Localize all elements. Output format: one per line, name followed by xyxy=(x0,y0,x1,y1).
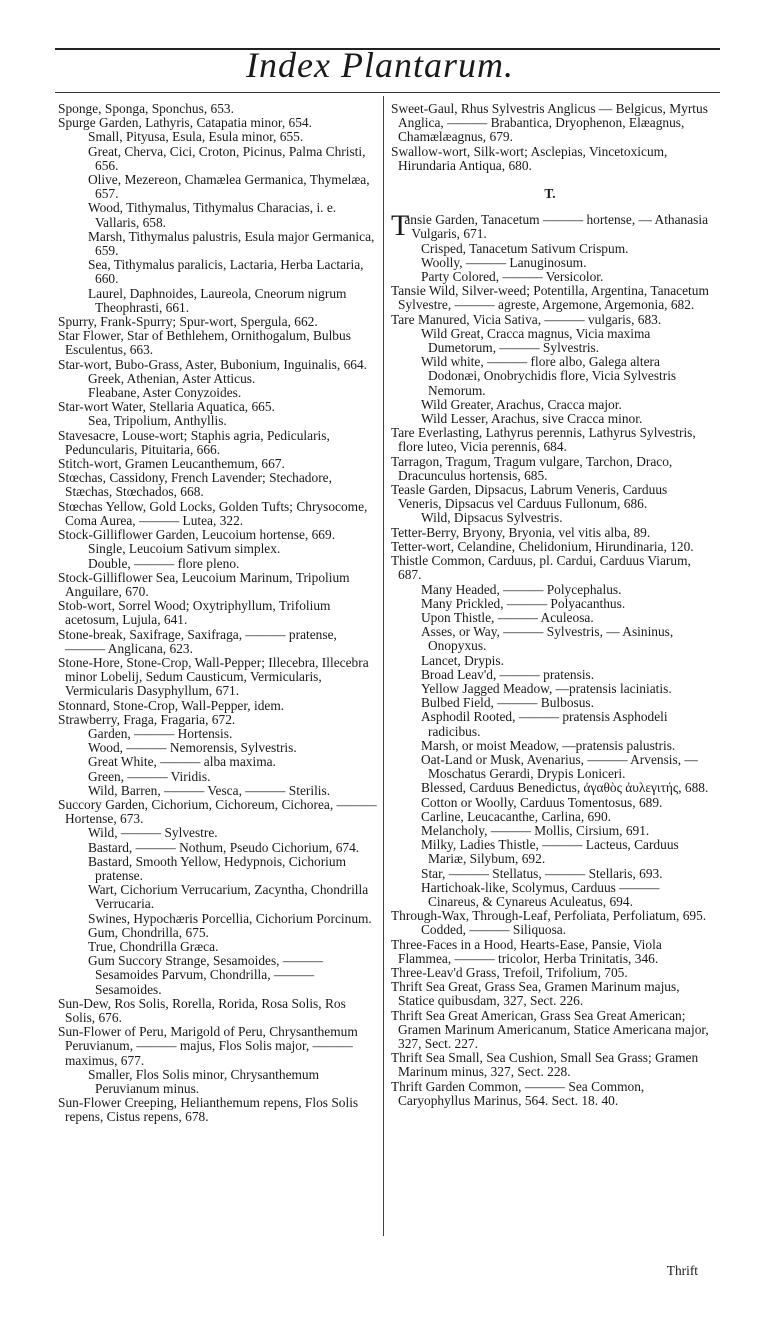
index-subentry: Smaller, Flos Solis minor, Chrysanthemum Peruvianum minus. xyxy=(88,1066,320,1097)
index-entry: Through-Wax, Through-Leaf, Perfoliata, Perfoliatum, 695. xyxy=(391,908,707,924)
index-entry: Tansie Garden, Tanacetum ——— hortense, — Athanasia Vulgaris, 671. xyxy=(391,209,709,243)
index-subentry: Wart, Cichorium Verrucarium, Zacyntha, Chondrilla Verrucaria. xyxy=(88,882,369,912)
index-subentry: Olive, Mezereon, Chamælea Germanica, Thymelæa, 657. xyxy=(88,172,370,202)
index-entry: Tarragon, Tragum, Tragum vulgare, Tarchon, Draco, Dracunculus hortensis, 685. xyxy=(391,453,673,483)
index-subentry: Marsh, Tithymalus palustris, Esula major Germanica, 659. xyxy=(88,228,375,259)
index-subentry: Small, Pityusa, Esula, Esula minor, 655. xyxy=(88,129,304,145)
index-entry: Thrift Garden Common, ——— Sea Common, Caryophyllus Marinus, 564. Sect. 18. 40. xyxy=(391,1078,645,1108)
index-entry: Teasle Garden, Dipsacus, Labrum Veneris, Carduus Veneris, Dipsacus vel Carduus Fullonum, 686. xyxy=(391,482,668,512)
index-subentry: Marsh, or moist Meadow, —pratensis palustris. xyxy=(421,737,676,753)
index-entry: Tetter-wort, Celandine, Chelidonium, Hirundinaria, 120. xyxy=(391,538,694,554)
index-subentry: Green, ——— Viridis. xyxy=(88,768,211,784)
title-rule xyxy=(55,92,720,93)
index-subentry: Blessed, Carduus Benedictus, ἀγαθὸς ἀυλεγιτής, 688. xyxy=(421,780,709,796)
index-subentry: Asphodil Rooted, ——— pratensis Asphodeli radicibus. xyxy=(421,709,668,739)
index-entry: Thrift Sea Great American, Grass Sea Great American; Gramen Marinum Americanum, Statice Americana major, 327, Sect. 227. xyxy=(391,1007,709,1051)
index-subentry: Milky, Ladies Thistle, ——— Lacteus, Carduus Mariæ, Silybum, 692. xyxy=(421,837,679,867)
index-entry: Thistle Common, Carduus, pl. Cardui, Carduus Viarum, 687. xyxy=(391,553,691,583)
index-subentry: Melancholy, ——— Mollis, Cirsium, 691. xyxy=(421,822,650,838)
index-subentry: Single, Leucoium Sativum simplex. xyxy=(88,541,281,557)
index-subentry: Wild, Dipsacus Sylvestris. xyxy=(421,510,563,526)
index-subentry: Woolly, ——— Lanuginosum. xyxy=(421,254,587,270)
index-subentry: Wild Greater, Arachus, Cracca major. xyxy=(421,396,622,412)
index-entry: Succory Garden, Cichorium, Cichoreum, Cichorea, ——— Hortense, 673. xyxy=(58,796,377,827)
index-entry: Stonnard, Stone-Crop, Wall-Pepper, idem. xyxy=(58,697,285,713)
index-entry: Tetter-Berry, Bryony, Bryonia, vel vitis alba, 89. xyxy=(391,524,651,540)
index-subentry: Greek, Athenian, Aster Atticus. xyxy=(88,370,256,386)
index-subentry: Wild, ——— Sylvestre. xyxy=(88,825,218,841)
index-entry: Stone-break, Saxifrage, Saxifraga, ——— pratense, ——— Anglicana, 623. xyxy=(58,626,337,656)
index-subentry: Many Headed, ——— Polycephalus. xyxy=(421,581,622,597)
index-subentry: Upon Thistle, ——— Aculeosa. xyxy=(421,609,594,625)
left-column xyxy=(58,102,378,1125)
index-entry: Tare Manured, Vicia Sativa, ——— vulgaris, 683. xyxy=(391,311,662,327)
right-column-top-entries xyxy=(391,102,709,173)
index-entry: Three-Leav'd Grass, Trefoil, Trifolium, 705. xyxy=(391,964,628,980)
index-subentry: Fleabane, Aster Conyzoides. xyxy=(88,385,242,401)
index-subentry: Wild Lesser, Arachus, sive Cracca minor. xyxy=(421,411,643,427)
index-subentry: Sea, Tripolium, Anthyllis. xyxy=(88,413,227,429)
index-subentry: Gum, Chondrilla, 675. xyxy=(88,924,209,940)
index-entry: Stitch-wort, Gramen Leucanthemum, 667. xyxy=(58,456,285,472)
index-entry: Star Flower, Star of Bethlehem, Ornithogalum, Bulbus Esculentus, 663. xyxy=(58,328,351,358)
index-subentry: Sea, Tithymalus paralicis, Lactaria, Herba Lactaria, 660. xyxy=(88,257,364,287)
index-subentry: Wood, ——— Nemorensis, Sylvestris. xyxy=(88,740,297,756)
index-entry: Star-wort, Bubo-Grass, Aster, Bubonium, Inguinalis, 664. xyxy=(58,356,368,372)
page-title: Index Plantarum. xyxy=(246,45,514,85)
index-subentry: Wild, Barren, ——— Vesca, ——— Sterilis. xyxy=(88,782,331,798)
index-subentry: Star, ——— Stellatus, ——— Stellaris, 693. xyxy=(421,865,663,881)
index-subentry: Wood, Tithymalus, Tithymalus Characias, i. e. Vallaris, 658. xyxy=(88,200,337,230)
index-subentry: Asses, or Way, ——— Sylvestris, — Asininus, Onopyxus. xyxy=(421,624,674,654)
index-entry: Sun-Dew, Ros Solis, Rorella, Rorida, Rosa Solis, Ros Solis, 676. xyxy=(58,995,346,1025)
index-subentry: Broad Leav'd, ——— pratensis. xyxy=(421,666,595,682)
index-subentry: True, Chondrilla Græca. xyxy=(88,938,219,954)
index-entry: Sun-Flower of Peru, Marigold of Peru, Chrysanthemum Peruvianum, ——— majus, Flos Solis major, ——— maximus, 677. xyxy=(58,1024,358,1068)
index-entry: Sweet-Gaul, Rhus Sylvestris Anglicus — Belgicus, Myrtus Anglica, ——— Brabantica, Dryophenon, Elæagnus, Chamælæagnus, 679. xyxy=(391,101,708,145)
index-subentry: Wild Great, Cracca magnus, Vicia maxima Dumetorum, ——— Sylvestris. xyxy=(421,325,651,356)
index-entry: Stob-wort, Sorrel Wood; Oxytriphyllum, Trifolium acetosum, Lujula, 641. xyxy=(58,598,331,628)
index-subentry: Yellow Jagged Meadow, —pratensis laciniatis. xyxy=(421,680,672,696)
index-subentry: Bastard, Smooth Yellow, Hedypnois, Cichorium pratense. xyxy=(88,853,347,883)
index-entry: Stœchas Yellow, Gold Locks, Golden Tufts; Chrysocome, Coma Aurea, ——— Lutea, 322. xyxy=(58,498,368,528)
right-column-entries xyxy=(391,209,709,1108)
index-entry: Stock-Gilliflower Sea, Leucoium Marinum, Tripolium Anguilare, 670. xyxy=(58,569,350,599)
index-entry: Sponge, Sponga, Sponchus, 653. xyxy=(58,101,234,116)
index-entry: Stavesacre, Louse-wort; Staphis agria, Pedicularis, Peduncularis, Pituitaria, 666. xyxy=(58,427,330,457)
index-entry: Stone-Hore, Stone-Crop, Wall-Pepper; Illecebra, Illecebra minor Lobelij, Sedum Causticum, Vermicularis, Vermicularis Dasyphyllum, 671. xyxy=(58,654,369,699)
index-entry: Thrift Sea Small, Sea Cushion, Small Sea Grass; Gramen Marinum minus, 327, Sect. 228. xyxy=(391,1050,699,1080)
index-subentry: Bulbed Field, ——— Bulbosus. xyxy=(421,695,594,711)
index-subentry: Lancet, Drypis. xyxy=(421,652,504,668)
index-entry: Stock-Gilliflower Garden, Leucoium hortense, 669. xyxy=(58,527,336,543)
index-subentry: Party Colored, ——— Versicolor. xyxy=(421,269,604,285)
index-subentry: Swines, Hypochæris Porcellia, Cichorium Porcinum. xyxy=(88,910,372,926)
index-entry: Tare Everlasting, Lathyrus perennis, Lathyrus Sylvestris, flore luteo, Vicia perennis, 684. xyxy=(391,425,696,455)
index-subentry: Codded, ——— Siliquosa. xyxy=(421,922,567,938)
section-letter: T. xyxy=(544,186,556,202)
index-subentry: Great, Cherva, Cici, Croton, Picinus, Palma Christi, 656. xyxy=(88,143,366,173)
index-entry: Spurry, Frank-Spurry; Spur-wort, Spergula, 662. xyxy=(58,314,318,330)
index-entry: Thrift Sea Great, Grass Sea, Gramen Marinum majus, Statice quibusdam, 327, Sect. 226. xyxy=(391,979,680,1009)
index-subentry: Crisped, Tanacetum Sativum Crispum. xyxy=(421,240,629,256)
index-entry: Three-Faces in a Hood, Hearts-Ease, Pansie, Viola Flammea, ——— tricolor, Herba Trinitatis, 346. xyxy=(391,936,662,966)
index-subentry: Garden, ——— Hortensis. xyxy=(88,725,233,741)
index-subentry: Carline, Leucacanthe, Carlina, 690. xyxy=(421,808,611,824)
index-subentry: Hartichoak-like, Scolymus, Carduus ——— Cinareus, & Cynareus Aculeatus, 694. xyxy=(421,879,660,909)
index-subentry: Great White, ——— alba maxima. xyxy=(88,754,276,770)
index-entry: Sun-Flower Creeping, Helianthemum repens, Flos Solis repens, Cistus repens, 678. xyxy=(58,1095,359,1125)
index-entry: Stœchas, Cassidony, French Lavender; Stechadore, Stæchas, Stœchados, 668. xyxy=(58,470,332,500)
index-entry: Strawberry, Fraga, Fragaria, 672. xyxy=(58,711,236,727)
index-entry: Tansie Wild, Silver-weed; Potentilla, Argentina, Tanacetum Sylvestre, ——— agreste, Argemone, Argemonia, 682. xyxy=(391,283,709,313)
index-subentry: Oat-Land or Musk, Avenarius, ——— Arvensis, — Moschatus Gerardi, Drypis Loniceri. xyxy=(421,751,698,782)
index-subentry: Double, ——— flore pleno. xyxy=(88,555,240,571)
column-divider xyxy=(383,96,384,1236)
index-entry: Star-wort Water, Stellaria Aquatica, 665. xyxy=(58,399,275,415)
index-subentry: Bastard, ——— Nothum, Pseudo Cichorium, 674. xyxy=(88,839,360,855)
index-entry: Swallow-wort, Silk-wort; Asclepias, Vincetoxicum, Hirundaria Antiqua, 680. xyxy=(391,143,668,173)
index-subentry: Wild white, ——— flore albo, Galega altera Dodonæi, Onobrychidis flore, Vicia Sylvestris Nemorum. xyxy=(421,354,677,398)
index-subentry: Gum Succory Strange, Sesamoides, ——— Sesamoides Parvum, Chondrilla, ——— Sesamoides. xyxy=(88,953,324,997)
index-subentry: Many Prickled, ——— Polyacanthus. xyxy=(421,595,626,611)
index-subentry: Cotton or Woolly, Carduus Tomentosus, 689. xyxy=(421,794,663,810)
index-entry: Spurge Garden, Lathyris, Catapatia minor, 654. xyxy=(58,115,312,131)
right-column xyxy=(391,102,709,1108)
catchword: Thrift xyxy=(666,1263,698,1278)
index-subentry: Laurel, Daphnoides, Laureola, Cneorum nigrum Theophrasti, 661. xyxy=(88,285,347,315)
